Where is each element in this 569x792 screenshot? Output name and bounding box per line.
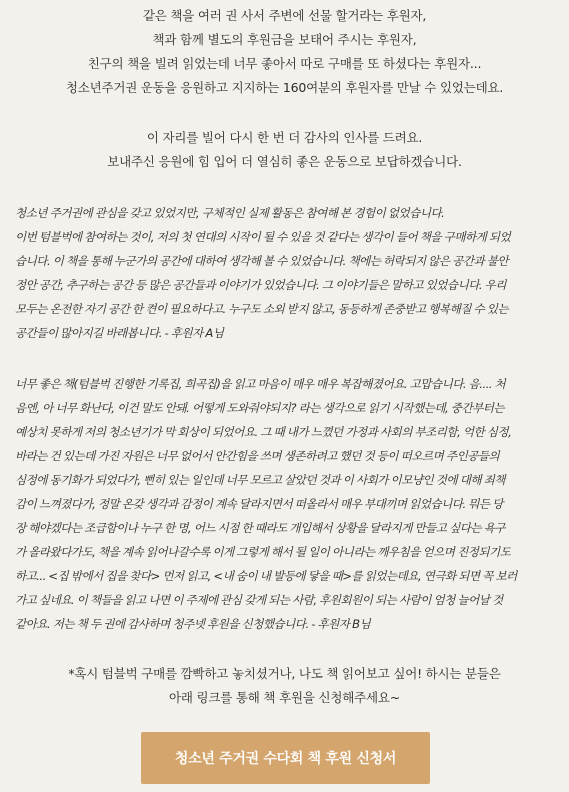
testimonial-line: 이번 텀블벅에 참여하는 것이, 저의 첫 연대의 시작이 될 수 있을 것 같다는 생각이 들어 책을 구매하게 되었: [15, 230, 511, 244]
notice-line: 아래 링크를 통해 책 후원을 신청해주세요~: [168, 690, 401, 705]
testimonial-line: 너무 좋은 책(텀블벅 진행한 기록집, 희곡집)을 읽고 마음이 매우 매우 복잡해졌어요. 고맙습니다. 음.... 처: [15, 377, 506, 391]
intro-paragraph: [0, 4, 569, 100]
intro-line: 청소년주거권 운동을 응원하고 지지하는 160여분의 후원자를 만날 수 있었는데요.: [65, 80, 504, 95]
testimonial-line: 심정에 동기화가 되었다가, 뻔히 있는 일인데 너무 모르고 살았던 것과 이 사회가 이모냥인 것에 대해 죄책: [15, 473, 505, 487]
testimonial-line: 하고... <집 밖에서 집을 찾다> 먼저 읽고, <내 숨이 내 발등에 닿을 때>를 읽었는데요, 연극화 되면 꼭 보러: [15, 569, 517, 583]
thanks-line: 이 자리를 빌어 다시 한 번 더 감사의 인사를 드려요.: [146, 130, 423, 145]
intro-line: 같은 책을 여러 권 사서 주변에 선물 할거라는 후원자,: [142, 8, 427, 23]
testimonial-line: 청소년 주거권에 관심을 갖고 있었지만, 구체적인 실제 활동은 참여해 본 경험이 없었습니다.: [15, 206, 445, 220]
testimonial-a: [15, 201, 560, 345]
intro-line: 책과 함께 별도의 후원금을 보태어 주시는 후원자,: [152, 32, 417, 47]
testimonial-line: 음엔, 아 너무 화난다, 이건 말도 안돼. 어떻게 도와줘야되지? 라는 생각으로 읽기 시작했는데, 중간부터는: [15, 401, 505, 415]
testimonial-line: 정안 공간, 추구하는 공간 등 많은 공간들과 이야기가 있었습니다. 그 이야기들은 말하고 있었습니다. 우리: [15, 278, 506, 292]
testimonial-line: 가 올라왔다가도, 책을 계속 읽어나갈수록 이게 그렇게 해서 될 일이 아니라는 깨우침을 얻으며 진정되기도: [15, 545, 511, 559]
notice-line: *혹시 텀블벅 구매를 깜빡하고 놓치셨거나, 나도 책 읽어보고 싶어! 하시는 분들은: [68, 666, 501, 681]
testimonial-line: 가고 싶네요. 이 책들을 읽고 나면 이 주제에 관심 갖게 되는 사람, 후원회원이 되는 사람이 엄청 늘어날 것: [15, 593, 503, 607]
thanks-line: 보내주신 응원에 힘 입어 더 열심히 좋은 운동으로 보답하겠습니다.: [107, 154, 462, 169]
testimonial-line: 감이 느껴졌다가, 정말 온갖 생각과 감정이 계속 달라지면서 떠올라서 매우 부대끼며 읽었습니다. 뭐든 당: [15, 497, 503, 511]
book-sponsorship-application-button[interactable]: 청소년 주거권 수다회 책 후원 신청서: [141, 732, 430, 784]
testimonial-line: 모두는 온전한 자기 공간 한 켠이 필요하다고. 누구도 소외 받지 않고, 동등하게 존중받고 행복해질 수 있는: [15, 302, 509, 316]
testimonial-line: 습니다. 이 책을 통해 누군가의 공간에 대하여 생각해 볼 수 있었습니다. 책에는 허락되지 않은 공간과 불안: [15, 254, 509, 268]
testimonial-line: 예상치 못하게 저의 청소년기가 막 회상이 되었어요. 그 때 내가 느꼈던 가정과 사회의 부조리함, 억한 심정,: [15, 425, 512, 439]
thanks-paragraph: [0, 126, 569, 174]
testimonial-line: 공간들이 많아지길 바래봅니다. - 후원자 A님: [15, 326, 224, 340]
testimonial-b: [15, 372, 560, 636]
notice-paragraph: [0, 662, 569, 710]
testimonial-line: 장 해야겠다는 조급함이나 누구 한 명, 어느 시점 한 때라도 개입해서 상황을 달라지게 만들고 싶다는 욕구: [15, 521, 505, 535]
testimonial-line: 같아요. 저는 책 두 권에 감사하며 청주넷 후원을 신청했습니다. - 후원자 B님: [15, 617, 371, 631]
testimonial-line: 바라는 건 있는데 가진 자원은 너무 없어서 안간힘을 쓰며 생존하려고 했던 것 등이 떠오르며 주인공들의: [15, 449, 500, 463]
intro-line: 친구의 책을 빌려 읽었는데 너무 좋아서 따로 구매를 또 하셨다는 후원자...: [87, 56, 482, 71]
